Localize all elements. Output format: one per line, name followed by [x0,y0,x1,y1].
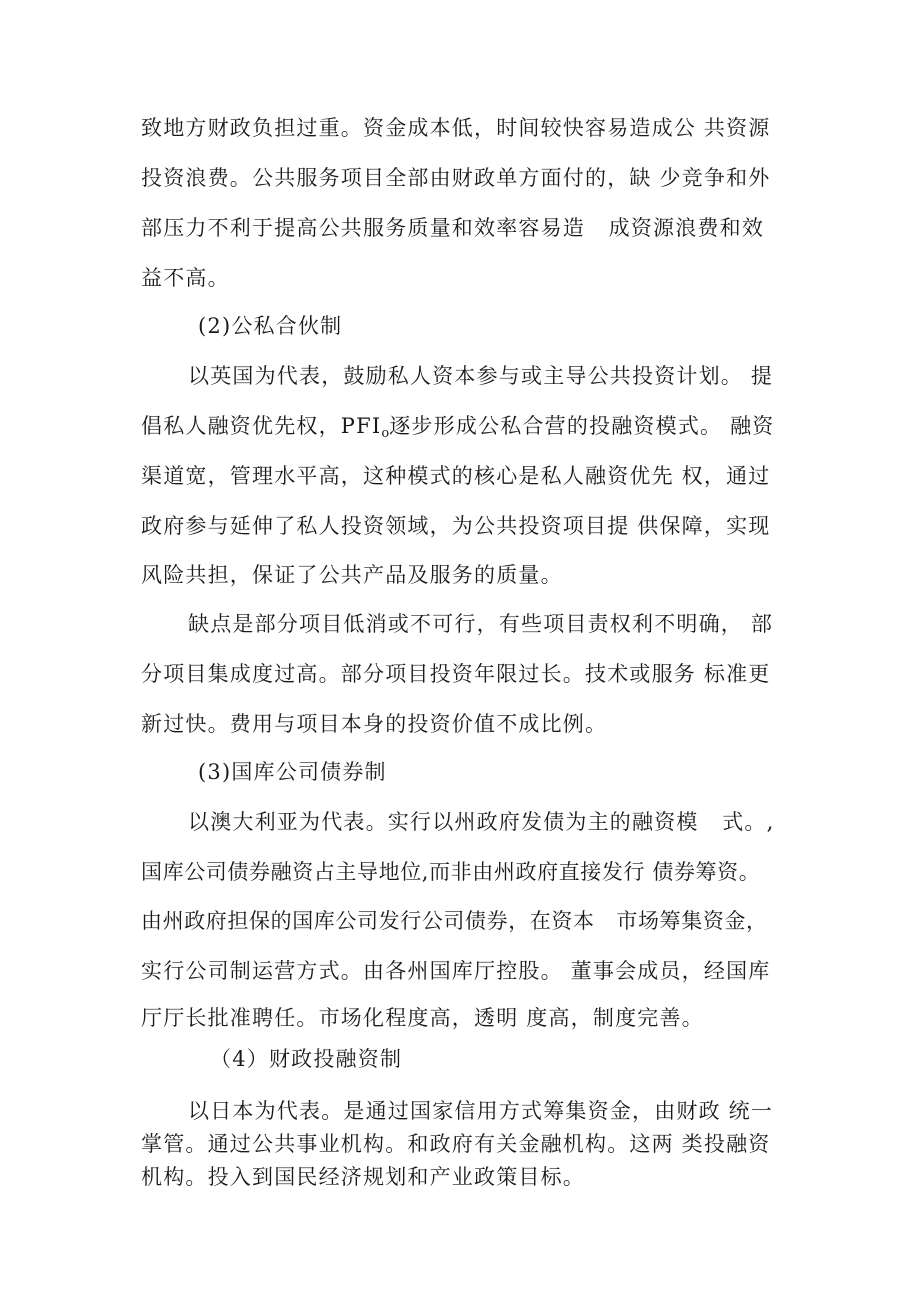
paragraph-line: 由州政府担保的国库公司发行公司债券，在资本 市场筹集资金， [141,909,768,933]
paragraph-line-with-subscript [141,412,801,448]
paragraph-line: 国库公司债券融资占主导地位,而非由州政府直接发行 债券筹资。 [141,860,761,884]
subscript: o [381,426,390,441]
paragraph-line: 厅厅长批准聘任。市场化程度高，透明 度高，制度完善。 [141,1006,704,1030]
text-segment: 倡私人融资优先权，PFI [141,414,382,438]
paragraph-line: 致地方财政负担过重。资金成本低，时间较快容易造成公 共资源 [141,116,771,140]
paragraph-line: 以澳大利亚为代表。实行以州政府发债为主的融资模 式。, [188,810,775,834]
paragraph-line: 部压力不利于提高公共服务质量和效率容易造 成资源浪费和效 [141,216,765,240]
paragraph-line: 缺点是部分项目低消或不可行，有些项目责权利不明确， 部 [188,612,774,636]
paragraph-line: 掌管。通过公共事业机构。和政府有关金融机构。这两 类投融资 [141,1132,771,1156]
paragraph-line: 政府参与延伸了私人投资领域，为公共投资项目提 供保障，实现 [141,514,771,538]
section-heading-2: (2)公私合伙制 [198,314,343,338]
paragraph-line: 以日本为代表。是通过国家信用方式筹集资金，由财政 统一 [188,1099,774,1123]
paragraph-line: 机构。投入到国民经济规划和产业政策目标。 [141,1165,585,1189]
paragraph-line: 分项目集成度过高。部分项目投资年限过长。技术或服务 标准更 [141,662,771,686]
paragraph-line: 渠道宽，管理水平高，这种模式的核心是私人融资优先 权，通过 [141,464,771,488]
paragraph-line: 实行公司制运营方式。由各州国库厅控股。 董事会成员，经国库 [141,959,771,983]
paragraph-line: 益不高。 [141,266,230,290]
section-heading-4: （4）财政投融资制 [210,1047,403,1071]
paragraph-line: 新过快。费用与项目本身的投资价值不成比例。 [141,712,608,736]
paragraph-line: 以英国为代表，鼓励私人资本参与或主导公共投资计划。 提 [188,364,774,388]
section-heading-3: (3)国库公司债券制 [198,760,387,784]
text-segment: 逐步形成公私合营的投融资模式。 融资 [389,414,775,438]
paragraph-line: 投资浪费。公共服务项目全部由财政单方面付的，缺 少竞争和外 [141,166,771,190]
paragraph-line: 风险共担，保证了公共产品及服务的质量。 [141,563,563,587]
